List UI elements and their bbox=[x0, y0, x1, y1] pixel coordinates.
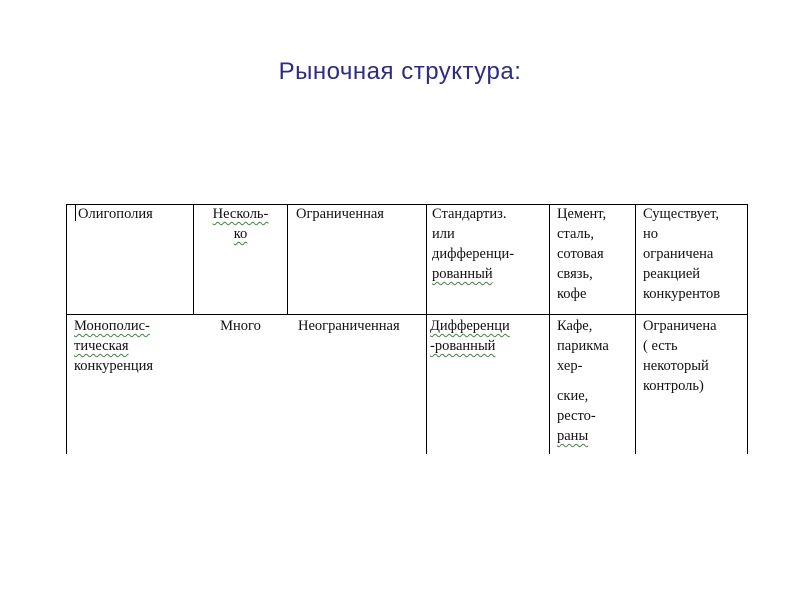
cell-text: Ограниченная bbox=[296, 206, 384, 222]
table-cell bbox=[643, 204, 720, 304]
cell-text: Несколь- bbox=[212, 206, 269, 222]
cell-text: конкуренция bbox=[74, 358, 154, 374]
table-cell bbox=[296, 204, 384, 224]
column-divider bbox=[635, 204, 636, 454]
cell-text: или bbox=[432, 226, 455, 242]
column-divider bbox=[426, 204, 427, 454]
cell-text: -рованный bbox=[430, 338, 496, 354]
table-row-divider bbox=[66, 314, 748, 315]
table-cell bbox=[74, 316, 153, 376]
table-cell bbox=[557, 316, 609, 446]
cell-text: но bbox=[643, 226, 659, 242]
table-cell bbox=[194, 204, 287, 244]
table-cell bbox=[298, 316, 400, 336]
cell-text: парикма bbox=[557, 338, 609, 354]
text-cursor bbox=[75, 204, 76, 221]
cell-text: Существует, bbox=[643, 206, 720, 222]
table-cell bbox=[78, 204, 153, 224]
cell-text: Цемент, bbox=[557, 206, 607, 222]
cell-text: некоторый bbox=[643, 358, 709, 374]
cell-text: конкурентов bbox=[643, 286, 721, 302]
cell-text: Дифференци bbox=[430, 318, 510, 334]
cell-text: Неограниченная bbox=[298, 318, 400, 334]
cell-text: дифференци- bbox=[432, 246, 515, 262]
cell-text: тическая bbox=[74, 338, 129, 354]
cell-text: Олигополия bbox=[78, 206, 153, 222]
table-left-border bbox=[66, 204, 67, 454]
table-cell bbox=[432, 204, 514, 284]
cell-text: ресто- bbox=[557, 408, 596, 424]
cell-text: Стандартиз. bbox=[432, 206, 507, 222]
table-cell bbox=[643, 316, 717, 396]
cell-text: связь, bbox=[557, 266, 593, 282]
cell-text: сотовая bbox=[557, 246, 604, 262]
cell-text: ко bbox=[233, 226, 248, 242]
cell-text: контроль) bbox=[643, 378, 704, 394]
cell-text: Кафе, bbox=[557, 318, 593, 334]
cell-text: реакцией bbox=[643, 266, 701, 282]
cell-text: рованный bbox=[432, 266, 493, 282]
column-divider bbox=[287, 204, 288, 314]
cell-text: сталь, bbox=[557, 226, 594, 242]
cell-text: Ограничена bbox=[643, 318, 717, 334]
cell-text: ( есть bbox=[643, 338, 678, 354]
table-cell bbox=[557, 204, 606, 304]
page-title: Рыночная структура: bbox=[278, 58, 522, 85]
market-structure-table bbox=[66, 200, 748, 454]
cell-text: Монополис- bbox=[74, 318, 150, 334]
table-cell bbox=[194, 316, 287, 336]
cell-text: ские, bbox=[557, 388, 589, 404]
cell-text: ограничена bbox=[643, 246, 714, 262]
cell-text: Много bbox=[220, 318, 261, 334]
cell-text: кофе bbox=[557, 286, 587, 302]
cell-text: хер- bbox=[557, 358, 583, 374]
table-right-border bbox=[747, 204, 748, 454]
table-cell bbox=[430, 316, 510, 356]
column-divider bbox=[549, 204, 550, 454]
cell-text: раны bbox=[557, 428, 589, 444]
